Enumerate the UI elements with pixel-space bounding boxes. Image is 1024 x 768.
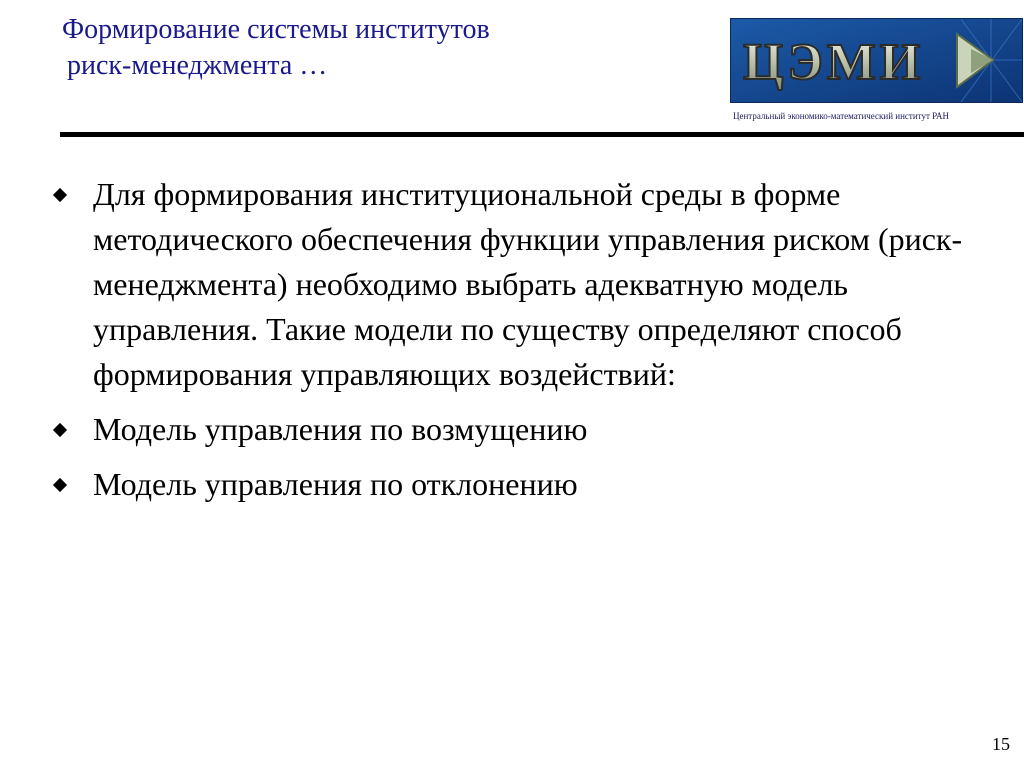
institute-caption: Центральный экономико-математический институт РАН [733, 111, 949, 121]
diamond-bullet-icon [53, 478, 67, 492]
bullet-text: Модель управления по отклонению [93, 466, 578, 502]
diamond-bullet-icon [53, 188, 67, 202]
diamond-bullet-icon [53, 423, 67, 437]
page-number: 15 [992, 734, 1010, 754]
cemi-logo-graphic [731, 19, 1022, 102]
bullet-text: Для формирования институциональной среды в форме методического обеспечения функции управления риском (риск-менеджмента) необходимо выбрать адекватную модель управления. Такие модели по существу определяют способ формирования управляющих воздействий: [93, 176, 963, 392]
logo-text: ЦЭМИ [743, 34, 925, 91]
bullet-list [50, 172, 990, 517]
slide-title-line2: риск-менеджмента … [67, 50, 328, 81]
slide-title [62, 12, 490, 84]
bullet-text: Модель управления по возмущению [93, 411, 588, 447]
list-item [50, 407, 990, 452]
slide-title-line1: Формирование системы институтов [62, 14, 490, 45]
list-item [50, 462, 990, 507]
list-item [50, 172, 990, 397]
cemi-logo [730, 18, 1023, 103]
header-divider [60, 132, 1024, 137]
